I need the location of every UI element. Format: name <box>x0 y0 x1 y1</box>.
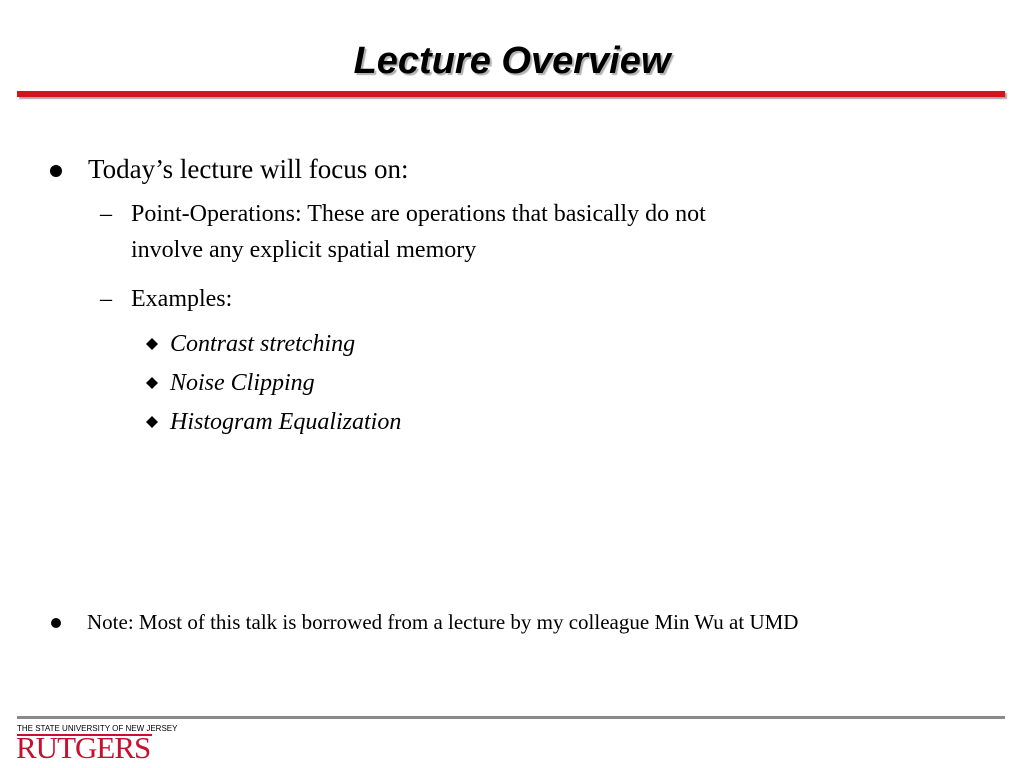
bullet-dot-icon <box>51 618 61 628</box>
logo-name-text: RUTGERS <box>16 730 151 765</box>
sub-bullet-line: involve any explicit spatial memory <box>131 237 477 263</box>
logo-university-text: THE STATE UNIVERSITY OF NEW JERSEY <box>17 724 178 733</box>
sub-bullet-line: Point-Operations: These are operations that basically do not <box>131 201 706 227</box>
diamond-bullet-icon <box>146 377 158 389</box>
dash-icon: – <box>100 201 112 227</box>
diamond-bullet-icon <box>146 338 158 350</box>
sub-bullet-text <box>131 196 931 268</box>
example-text: Contrast stretching <box>170 331 356 357</box>
bullet-text: Today’s lecture will focus on: <box>88 154 409 184</box>
rutgers-logo <box>16 724 178 765</box>
bullet-dot-icon <box>50 165 62 177</box>
dash-icon: – <box>100 286 112 312</box>
diamond-bullet-icon <box>146 416 158 428</box>
slide-title: Lecture Overview <box>353 40 671 82</box>
example-text: Noise Clipping <box>170 370 315 396</box>
example-text: Histogram Equalization <box>170 409 402 435</box>
footer-divider <box>17 716 1005 719</box>
title-divider <box>17 91 1005 97</box>
note-text: Note: Most of this talk is borrowed from a lecture by my colleague Min Wu at UMD <box>87 610 799 634</box>
sub-bullet-text: Examples: <box>131 286 233 312</box>
